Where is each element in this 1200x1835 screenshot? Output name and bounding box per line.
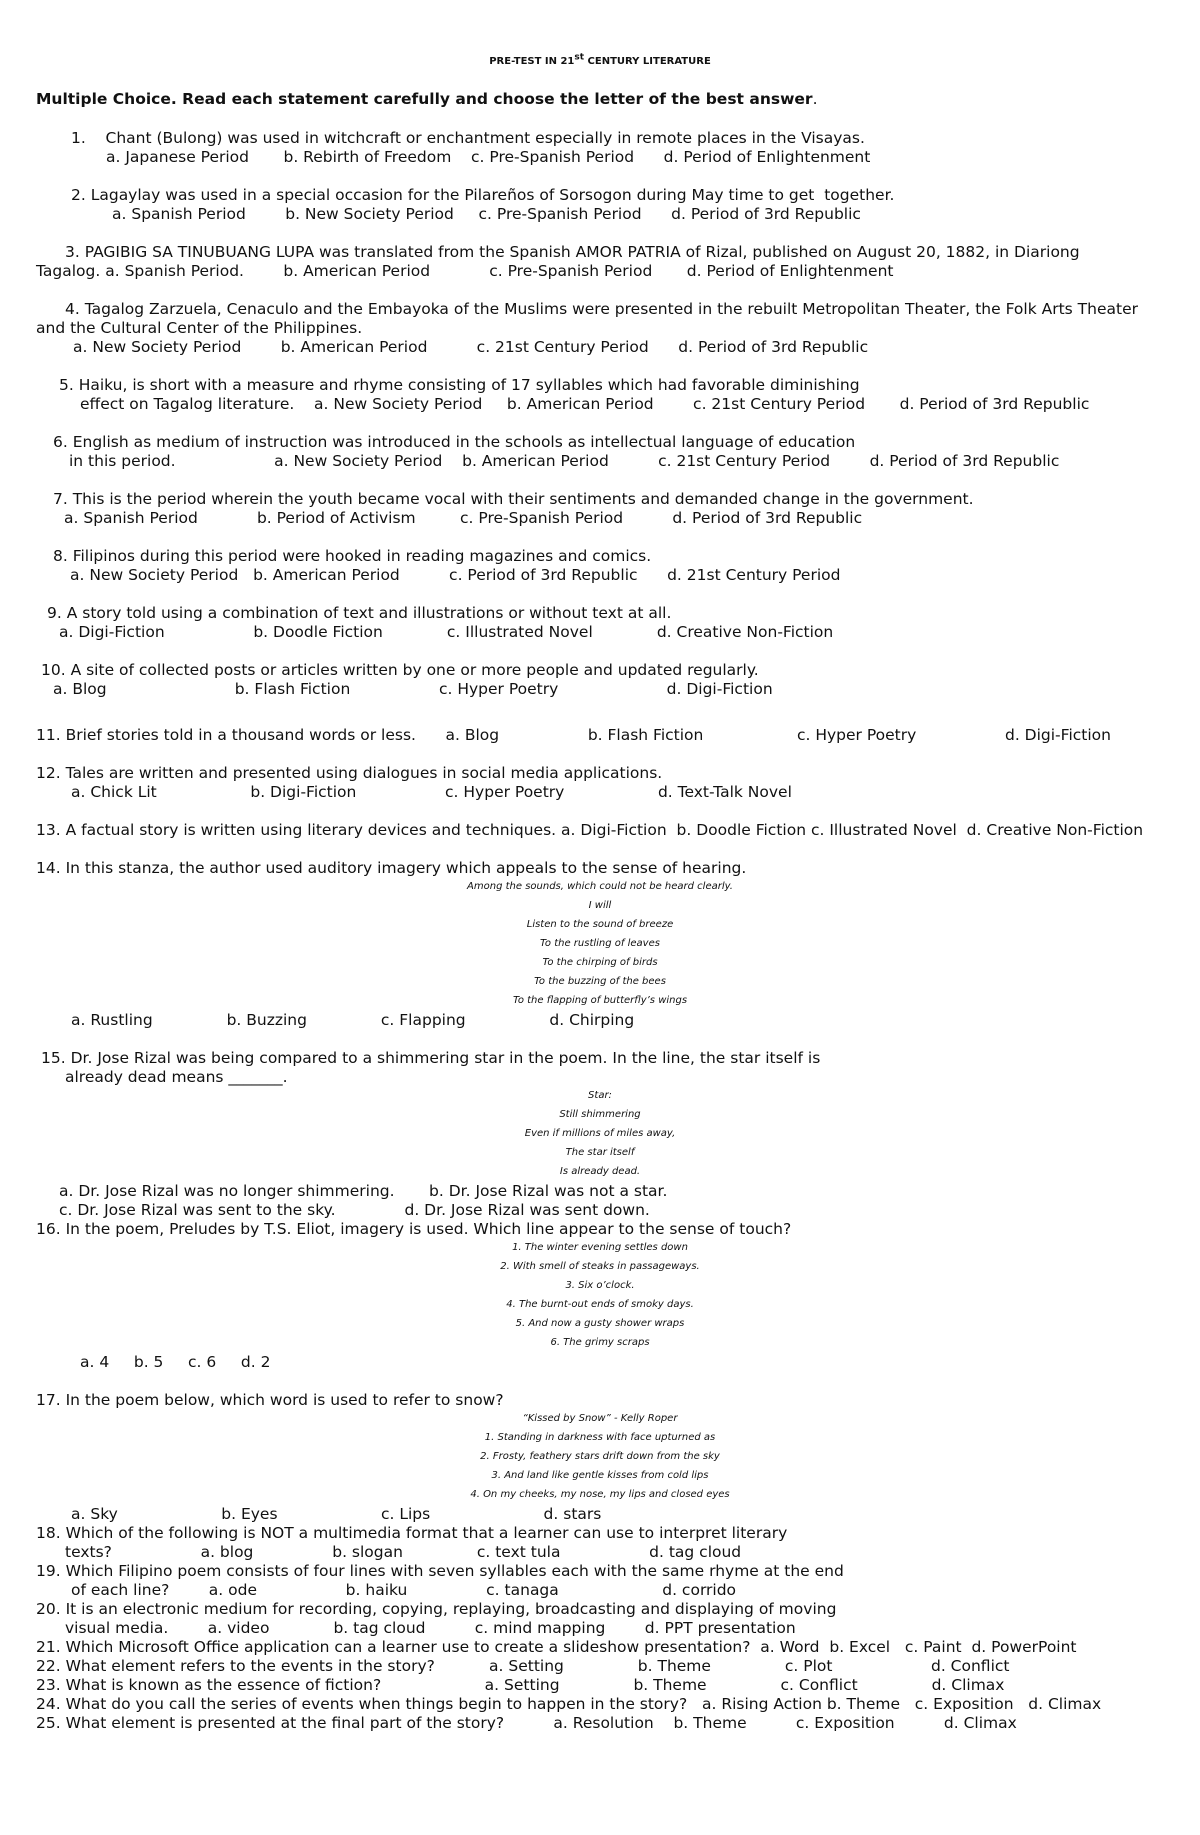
question-4: 4. Tagalog Zarzuela, Cenaculo and the Embayoka of the Muslims were presented in the rebuilt Metropolitan Theater, the Folk Arts Theater xyxy=(65,300,1138,318)
title-superscript: st xyxy=(574,52,585,63)
poem-line: Even if millions of miles away, xyxy=(524,1128,676,1139)
poem-line: 6. The grimy scraps xyxy=(550,1337,650,1348)
question-20-cont: visual media. a. video b. tag cloud c. mind mapping d. PPT presentation xyxy=(65,1619,796,1637)
poem-line: The star itself xyxy=(565,1147,635,1158)
poem-line: 3. Six o’clock. xyxy=(565,1280,635,1291)
choices-4: a. New Society Period b. American Period c. 21st Century Period d. Period of 3rd Republic xyxy=(73,338,869,356)
poem-line: Is already dead. xyxy=(559,1166,641,1177)
choices-15-cd: c. Dr. Jose Rizal was sent to the sky. d. Dr. Jose Rizal was sent down. xyxy=(59,1201,650,1219)
choices-10: a. Blog b. Flash Fiction c. Hyper Poetry d. Digi-Fiction xyxy=(53,680,773,698)
instructions-end: . xyxy=(812,90,818,108)
choices-12: a. Chick Lit b. Digi-Fiction c. Hyper Poetry d. Text-Talk Novel xyxy=(71,783,792,801)
question-11: 11. Brief stories told in a thousand words or less. a. Blog b. Flash Fiction c. Hyper Poetry d. Digi-Fiction xyxy=(36,726,1111,744)
poem-line: 1. Standing in darkness with face upturned as xyxy=(484,1432,716,1443)
question-16: 16. In the poem, Preludes by T.S. Eliot, imagery is used. Which line appear to the sense of touch? xyxy=(36,1220,792,1238)
choices-7: a. Spanish Period b. Period of Activism c. Pre-Spanish Period d. Period of 3rd Republic xyxy=(64,509,863,527)
choices-1: a. Japanese Period b. Rebirth of Freedom c. Pre-Spanish Period d. Period of Enlightenment xyxy=(106,148,871,166)
question-15-cont: already dead means _______. xyxy=(65,1068,288,1086)
poem-line: 4. On my cheeks, my nose, my lips and closed eyes xyxy=(470,1489,730,1500)
question-5-cont: effect on Tagalog literature. a. New Society Period b. American Period c. 21st Century Period d. Period of 3rd Republic xyxy=(80,395,1090,413)
question-1: 1. Chant (Bulong) was used in witchcraft or enchantment especially in remote places in the Visayas. xyxy=(71,129,865,147)
poem-line: Listen to the sound of breeze xyxy=(526,919,674,930)
question-15: 15. Dr. Jose Rizal was being compared to a shimmering star in the poem. In the line, the star itself is xyxy=(41,1049,821,1067)
question-4-cont: and the Cultural Center of the Philippines. xyxy=(36,319,363,337)
question-19: 19. Which Filipino poem consists of four lines with seven syllables each with the same rhyme at the end xyxy=(36,1562,844,1580)
instructions-bold: Multiple Choice. Read each statement carefully and choose the letter of the best answer xyxy=(36,90,813,108)
question-18-cont: texts? a. blog b. slogan c. text tula d. tag cloud xyxy=(65,1543,742,1561)
question-5: 5. Haiku, is short with a measure and rhyme consisting of 17 syllables which had favorable diminishing xyxy=(59,376,860,394)
choices-16: a. 4 b. 5 c. 6 d. 2 xyxy=(80,1353,271,1371)
choices-15-ab: a. Dr. Jose Rizal was no longer shimmering. b. Dr. Jose Rizal was not a star. xyxy=(59,1182,668,1200)
poem-line: To the chirping of birds xyxy=(542,957,658,968)
question-3: 3. PAGIBIG SA TINUBUANG LUPA was translated from the Spanish AMOR PATRIA of Rizal, published on August 20, 1882, in Diariong xyxy=(65,243,1080,261)
poem-line: 1. The winter evening settles down xyxy=(512,1242,688,1253)
question-13: 13. A factual story is written using literary devices and techniques. a. Digi-Fiction b. Doodle Fiction c. Illustrated Novel d. Creative Non-Fiction xyxy=(36,821,1144,839)
question-18: 18. Which of the following is NOT a multimedia format that a learner can use to interpret literary xyxy=(36,1524,788,1542)
poem-line: Still shimmering xyxy=(559,1109,641,1120)
choices-8: a. New Society Period b. American Period c. Period of 3rd Republic d. 21st Century Period xyxy=(70,566,841,584)
question-24: 24. What do you call the series of events when things begin to happen in the story? a. Rising Action b. Theme c. Exposition d. Climax xyxy=(36,1695,1102,1713)
question-23: 23. What is known as the essence of fiction? a. Setting b. Theme c. Conflict d. Climax xyxy=(36,1676,1005,1694)
poem-title: “Kissed by Snow” - Kelly Roper xyxy=(522,1413,678,1424)
page-title xyxy=(0,52,1200,72)
question-22: 22. What element refers to the events in the story? a. Setting b. Theme c. Plot d. Conflict xyxy=(36,1657,1010,1675)
question-7: 7. This is the period wherein the youth became vocal with their sentiments and demanded change in the government. xyxy=(53,490,974,508)
poem-line: Among the sounds, which could not be heard clearly. xyxy=(467,881,733,892)
choices-17: a. Sky b. Eyes c. Lips d. stars xyxy=(71,1505,602,1523)
question-25: 25. What element is presented at the final part of the story? a. Resolution b. Theme c. Exposition d. Climax xyxy=(36,1714,1017,1732)
poem-line: 2. Frosty, feathery stars drift down from the sky xyxy=(480,1451,720,1462)
choices-14: a. Rustling b. Buzzing c. Flapping d. Chirping xyxy=(71,1011,635,1029)
choices-9: a. Digi-Fiction b. Doodle Fiction c. Illustrated Novel d. Creative Non-Fiction xyxy=(59,623,834,641)
question-19-cont: of each line? a. ode b. haiku c. tanaga d. corrido xyxy=(71,1581,737,1599)
instructions xyxy=(36,89,818,109)
question-20: 20. It is an electronic medium for recording, copying, replaying, broadcasting and displaying of moving xyxy=(36,1600,837,1618)
poem-line: To the flapping of butterfly’s wings xyxy=(512,995,688,1006)
question-6: 6. English as medium of instruction was introduced in the schools as intellectual language of education xyxy=(53,433,856,451)
question-2: 2. Lagaylay was used in a special occasion for the Pilareños of Sorsogon during May time to get together. xyxy=(71,186,895,204)
choices-2: a. Spanish Period b. New Society Period c. Pre-Spanish Period d. Period of 3rd Republic xyxy=(112,205,861,223)
question-12: 12. Tales are written and presented using dialogues in social media applications. xyxy=(36,764,663,782)
poem-line: 3. And land like gentle kisses from cold lips xyxy=(491,1470,709,1481)
title-text: PRE-TEST IN 21 xyxy=(489,56,575,67)
title-text-end: CENTURY LITERATURE xyxy=(584,56,711,67)
question-6-cont: in this period. a. New Society Period b. American Period c. 21st Century Period d. Period of 3rd Republic xyxy=(69,452,1060,470)
poem-line: To the buzzing of the bees xyxy=(534,976,666,987)
question-17: 17. In the poem below, which word is used to refer to snow? xyxy=(36,1391,504,1409)
question-9: 9. A story told using a combination of text and illustrations or without text at all. xyxy=(47,604,672,622)
question-14: 14. In this stanza, the author used auditory imagery which appeals to the sense of hearing. xyxy=(36,859,747,877)
poem-line: 5. And now a gusty shower wraps xyxy=(515,1318,685,1329)
poem-line: 2. With smell of steaks in passageways. xyxy=(500,1261,700,1272)
poem-line: I will xyxy=(588,900,612,911)
poem-line: 4. The burnt-out ends of smoky days. xyxy=(506,1299,694,1310)
question-8: 8. Filipinos during this period were hooked in reading magazines and comics. xyxy=(53,547,652,565)
poem-line: Star: xyxy=(588,1090,612,1101)
question-21: 21. Which Microsoft Office application can a learner use to create a slideshow presentation? a. Word b. Excel c. Paint d. PowerPoint xyxy=(36,1638,1077,1656)
question-10: 10. A site of collected posts or articles written by one or more people and updated regularly. xyxy=(41,661,759,679)
poem-line: To the rustling of leaves xyxy=(540,938,660,949)
question-3-cont: Tagalog. a. Spanish Period. b. American Period c. Pre-Spanish Period d. Period of Enlightenment xyxy=(36,262,894,280)
